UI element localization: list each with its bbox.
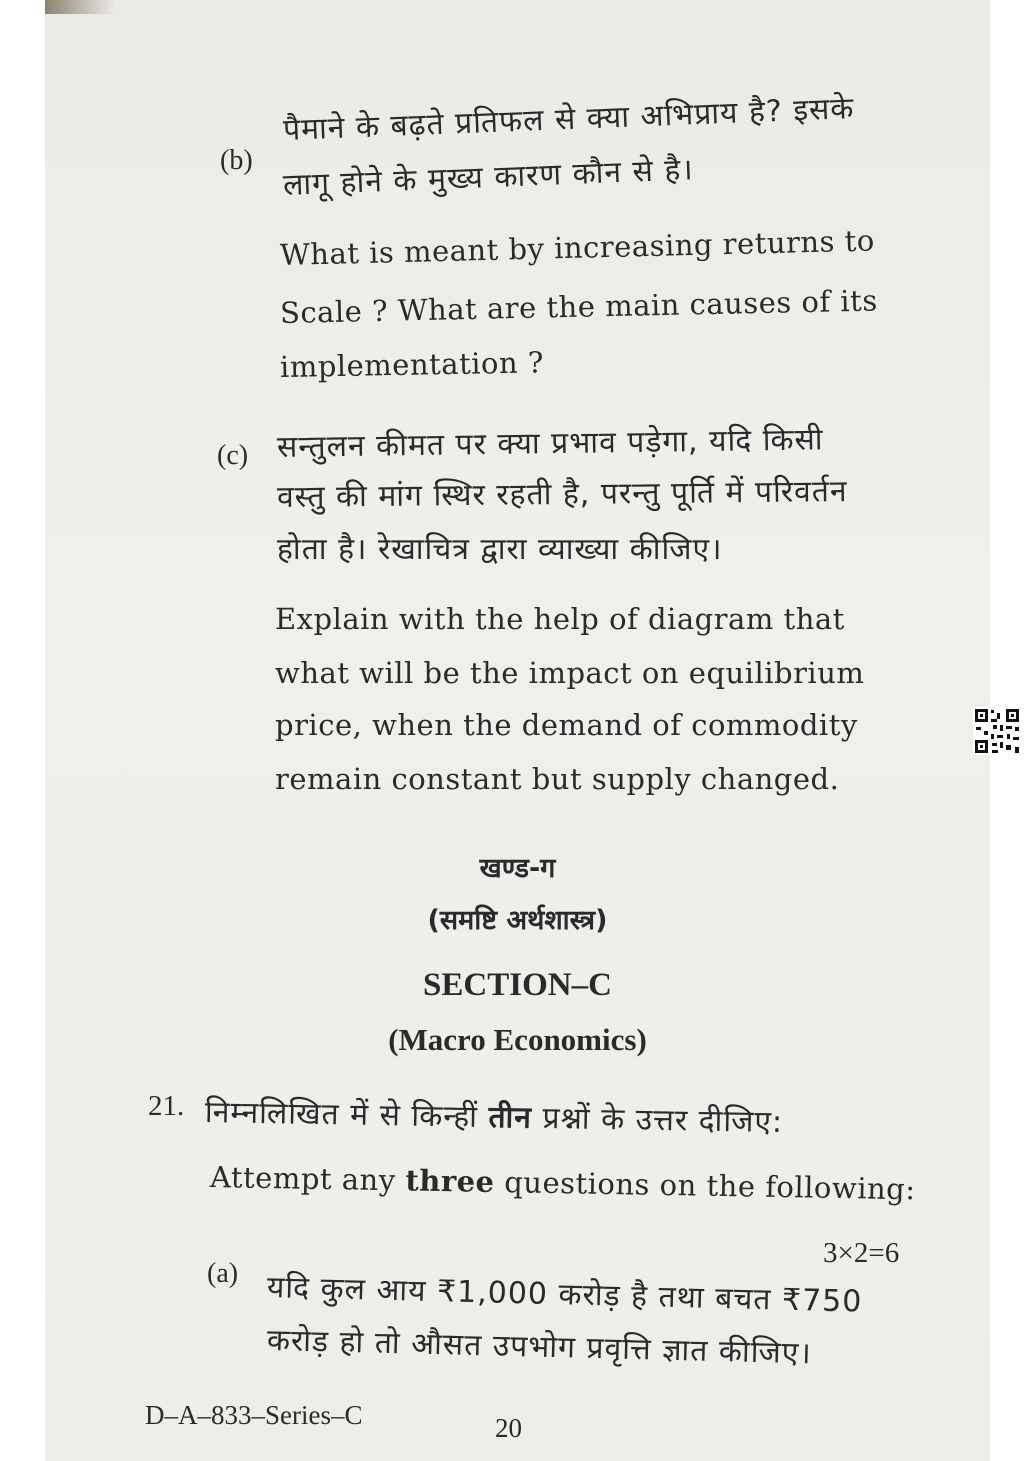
- section-hindi-heading: खण्ड-ग: [479, 853, 556, 884]
- exam-page: [45, 0, 990, 1461]
- part-c-english-line-4: remain constant but supply changed.: [275, 762, 840, 796]
- qr-code-icon: [973, 707, 1021, 755]
- question-21-number: 21.: [148, 1090, 185, 1122]
- footer-page-number: 20: [495, 1413, 522, 1443]
- question-21-part-a-label: (a): [207, 1258, 239, 1289]
- part-c-english-line-2: what will be the impact on equilibrium: [275, 656, 865, 690]
- part-c-label: (c): [217, 440, 249, 471]
- part-b-english-line-3: implementation ?: [279, 345, 545, 384]
- part-b-hindi-line-2: लागू होने के मुख्य कारण कौन से है।: [282, 152, 695, 203]
- question-21-english-bold: three: [405, 1163, 495, 1199]
- question-21-marks: 3×2=6: [823, 1237, 900, 1269]
- section-english-heading: SECTION–C: [423, 967, 612, 1003]
- page-corner-shadow: [45, 0, 115, 14]
- section-english-subheading: (Macro Economics): [388, 1022, 647, 1057]
- question-21-hindi-instruction: [205, 1090, 784, 1141]
- question-21-part-a-line-2: करोड़ हो तो औसत उपभोग प्रवृत्ति ज्ञात कीजिए।: [266, 1323, 813, 1372]
- question-21-hindi-pre: निम्नलिखित में से किन्हीं: [204, 1095, 479, 1135]
- section-hindi-subheading: (समष्टि अर्थशास्त्र): [427, 905, 608, 936]
- question-21-hindi-bold: तीन: [488, 1099, 533, 1136]
- part-c-english-line-1: Explain with the help of diagram that: [275, 602, 845, 636]
- question-21-english-post: questions on the following:: [503, 1165, 916, 1207]
- question-21-part-a-line-1: यदि कुल आय ₹1,000 करोड़ है तथा बचत ₹750: [266, 1270, 863, 1320]
- part-b-english-line-1: What is meant by increasing returns to: [279, 223, 876, 272]
- question-21-hindi-post: प्रश्नों के उत्तर दीजिए:: [542, 1100, 784, 1141]
- part-c-hindi-line-2: वस्तु की मांग स्थिर रहती है, परन्तु पूर्ति में परिवर्तन: [276, 474, 848, 515]
- footer-series: D–A–833–Series–C: [145, 1400, 363, 1430]
- part-b-english-line-2: Scale ? What are the main causes of its: [279, 283, 878, 330]
- part-b-hindi-line-1: पैमाने के बढ़ते प्रतिफल से क्या अभिप्राय है? इसके: [282, 91, 856, 148]
- part-b-label: (b): [220, 145, 253, 176]
- question-21-english-pre: Attempt any: [209, 1160, 396, 1198]
- part-c-english-line-3: price, when the demand of commodity: [275, 708, 858, 742]
- question-21-english-instruction: [210, 1160, 916, 1206]
- part-c-hindi-line-1: सन्तुलन कीमत पर क्या प्रभाव पड़ेगा, यदि किसी: [276, 422, 824, 465]
- part-c-hindi-line-3: होता है। रेखाचित्र द्वारा व्याख्या कीजिए।: [277, 532, 723, 567]
